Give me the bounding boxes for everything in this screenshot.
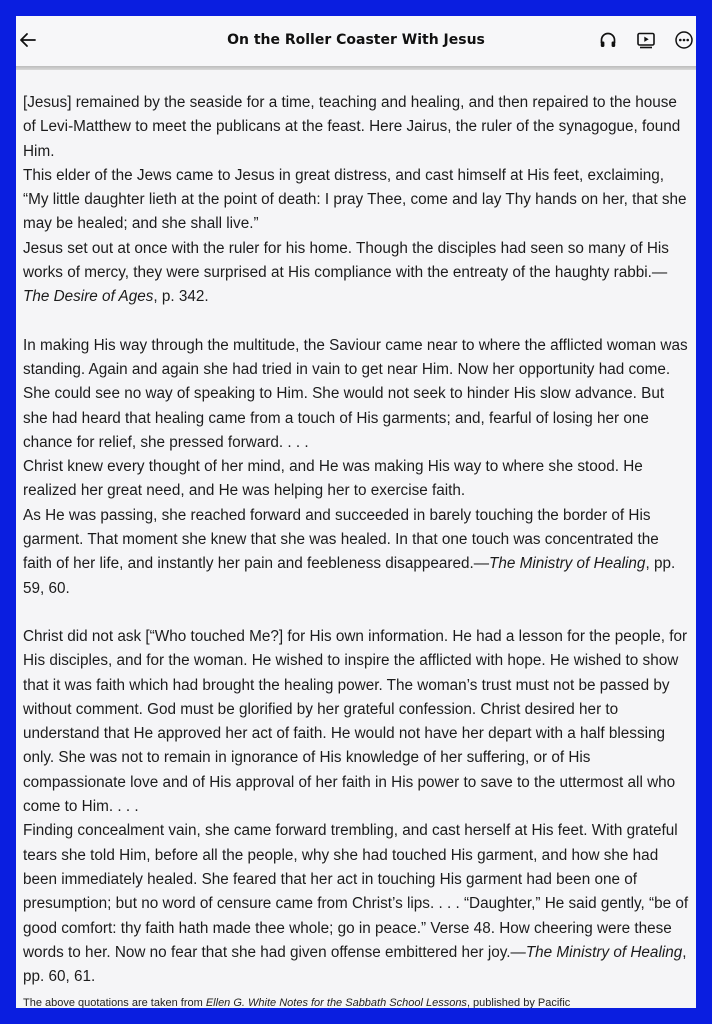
top-bar: [16, 16, 696, 68]
text-segment: Finding concealment vain, she came forward trembling, and cast herself at His feet. With grateful tears she told Him, before all the people, why she had touched His garment, and how she had been immediately healed. She feared that her act in touching His garment had been one of presumption; but no word of censure came from Christ’s lips. . . . “Daughter,” He said gently, “be of good comfort: thy faith hath made thee whole; go in peace.” Verse 48. How cheering were these words to her. Now no fear that she had given offense embittered her joy.—: [23, 822, 689, 961]
play-video-icon: [636, 30, 656, 54]
text-line: This elder of the Jews came to Jesus in great distress, and cast himself at His feet, exclaiming, “My little daughter lieth at the point of death: I pray Thee, come and lay Thy hands on her, that she may be healed; and she shall live.”: [23, 166, 687, 233]
page-title: On the Roller Coaster With Jesus: [227, 32, 485, 48]
quotation-paragraph: [23, 625, 689, 989]
citation-title: The Ministry of Healing: [489, 555, 646, 573]
text-line: In making His way through the multitude, the Saviour came near to where the afflicted woman was standing. Again and again she had tried in vain to get near Him. Now her opportunity had come. She could see no way of speaking to Him. She would not seek to hinder His slow advance. But she had heard that healing came from a touch of His garments; and, fearful of losing her one chance for relief, she pressed forward. . . .: [23, 336, 688, 451]
text-segment: Jesus set out at once with the ruler for his home. Though the disciples had seen so many of His works of mercy, they were surprised at His compliance with the entreaty of the haughty rabbi.—: [23, 239, 669, 282]
quotation-paragraph: [23, 334, 689, 601]
more-options-icon: [674, 30, 694, 54]
footnote-source: Ellen G. White Notes for the Sabbath School Lessons: [205, 997, 467, 1008]
source-footnote: [23, 996, 696, 1008]
back-button[interactable]: [16, 30, 40, 54]
header-divider: [16, 66, 696, 70]
citation-title: The Desire of Ages: [23, 288, 154, 306]
text-line: [Jesus] remained by the seaside for a time, teaching and healing, and then repaired to the house of Levi-Matthew to meet the publicans at the feast. Here Jairus, the ruler of the synagogue, found Him.: [23, 94, 681, 160]
text-line-with-citation: [23, 504, 689, 601]
audio-button[interactable]: [596, 30, 620, 54]
text-line: Christ knew every thought of her mind, and He was making His way to where she stood. He realized her great need, and He was helping her to exercise faith.: [23, 458, 643, 500]
citation-pages: , p. 342.: [153, 288, 209, 306]
header-actions: [596, 30, 696, 54]
reading-content: [23, 91, 689, 1008]
back-arrow-icon: [18, 30, 38, 54]
reader-window: [16, 16, 696, 1008]
footnote-suffix: , published by Pacific: [466, 997, 571, 1008]
video-button[interactable]: [634, 30, 658, 54]
citation-pages: , pp. 60, 61.: [23, 943, 687, 986]
citation-title: The Ministry of Healing: [525, 943, 683, 961]
text-line-with-citation: [23, 819, 689, 989]
text-line-with-citation: [23, 237, 689, 310]
citation-pages: , pp. 59, 60.: [23, 555, 676, 597]
text-line: Christ did not ask [“Who touched Me?] for His own information. He had a lesson for the people, for His disciples, and for the woman. He wished to inspire the afflicted with hope. He wished to show that it was faith which had brought the healing power. The woman’s trust must not be passed by without comment. God must be glorified by her grateful confession. Christ desired her to understand that He approved her act of faith. He would not have her depart with a half blessing only. She was not to remain in ignorance of His knowledge of her suffering, or of His compassionate love and of His approval of her faith in His power to save to the uttermost all who come to Him. . . .: [23, 627, 688, 816]
footnote-prefix: The above quotations are taken from: [23, 997, 206, 1008]
more-options-button[interactable]: [672, 30, 696, 54]
headphones-icon: [598, 30, 618, 54]
text-segment: As He was passing, she reached forward and succeeded in barely touching the border of His garment. That moment she knew that she was healed. In that one touch was concentrated the faith of her life, and instantly her pain and feebleness disappeared.—: [23, 506, 659, 573]
quotation-paragraph: [23, 91, 689, 310]
